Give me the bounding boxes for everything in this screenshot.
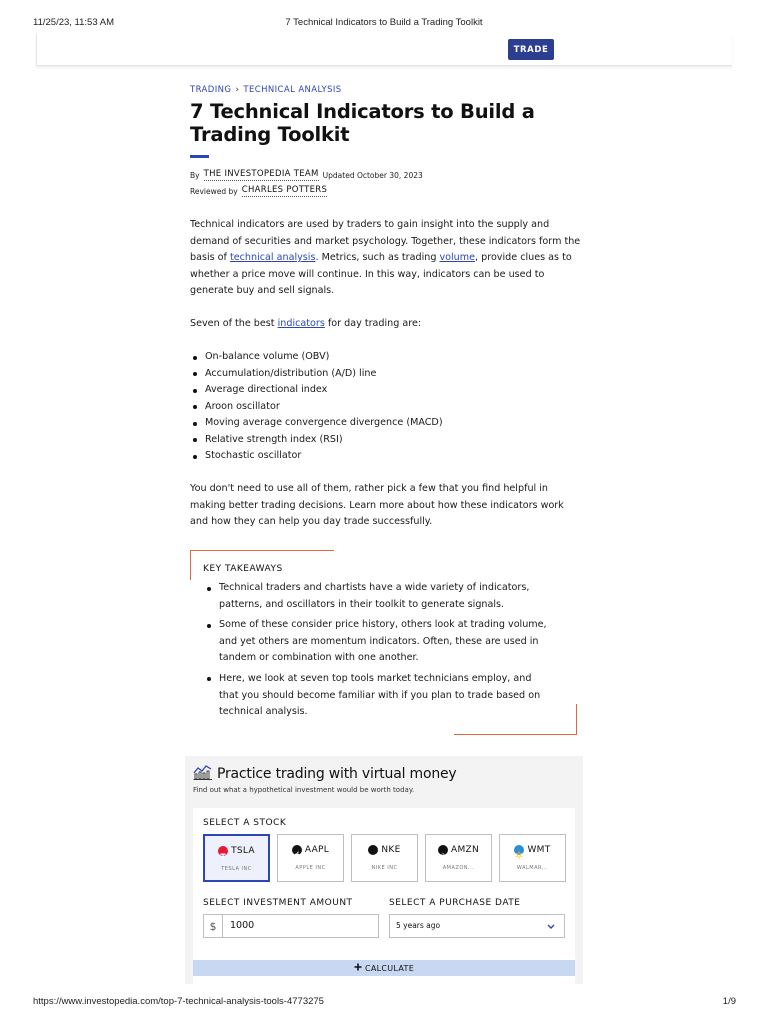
stock-name: AMAZON... xyxy=(442,865,475,871)
closing-paragraph: You don't need to use all of them, rather pick a few that you find helpful in making better trading decisions. Learn more about how these indicators work and how they can help you day trade successfully. xyxy=(190,483,564,528)
stock-ticker: AMZN xyxy=(450,845,480,855)
print-page-number: 1/9 xyxy=(722,996,736,1007)
takeaway-border-top xyxy=(190,550,334,551)
takeaway-border-right xyxy=(576,704,577,735)
takeaway-border-left xyxy=(190,550,191,580)
purchase-date-value: 5 years ago xyxy=(396,921,441,930)
currency-symbol: $ xyxy=(204,915,223,937)
list-item: On-balance volume (OBV) xyxy=(190,349,582,366)
stock-name: WALMAR... xyxy=(516,865,549,871)
byline-label: By xyxy=(190,170,200,180)
list-item: Here, we look at seven top tools market technicians employ, and that you should become familiar with if you plan to trade based on technical analysis. xyxy=(203,671,553,721)
stock-card-tsla[interactable] xyxy=(203,834,270,882)
widget-header xyxy=(193,764,457,784)
list-item: Aroon oscillator xyxy=(190,399,582,416)
purchase-date-select[interactable] xyxy=(389,914,565,938)
author-link[interactable]: THE INVESTOPEDIA TEAM xyxy=(203,169,319,179)
stock-name: APPLE INC xyxy=(295,865,326,871)
intro-text-2: . Metrics, such as trading xyxy=(315,252,440,264)
simulator-form xyxy=(193,808,575,984)
key-takeaways-title: KEY TAKEAWAYS xyxy=(203,564,283,574)
title-accent-bar xyxy=(190,155,209,158)
chart-building-icon xyxy=(193,764,213,784)
list-item: Stochastic oscillator xyxy=(190,448,582,465)
stock-card-row xyxy=(278,845,343,855)
list-item: Some of these consider price history, others look at trading volume, and yet others are momentum indicators. Often, these are used in tandem or combination with one another. xyxy=(203,617,553,667)
tesla-logo-icon xyxy=(218,846,228,856)
reviewer-line xyxy=(190,185,327,197)
amazon-logo-icon xyxy=(438,845,448,860)
key-takeaways-list xyxy=(203,580,553,725)
takeaway-border-bottom xyxy=(454,734,577,735)
intro-text-3: , provide clues as to whether a price move will continue. In this way, indicators can be used to generate buy and sell signals. xyxy=(190,252,572,297)
print-doc-title: 7 Technical Indicators to Build a Trading Toolkit xyxy=(285,17,483,28)
purchase-date-label: SELECT A PURCHASE DATE xyxy=(389,898,521,908)
intro-paragraph xyxy=(190,217,582,300)
list-item: Average directional index xyxy=(190,382,582,399)
print-datetime: 11/25/23, 11:53 AM xyxy=(33,17,114,28)
updated-date: Updated October 30, 2023 xyxy=(322,170,423,180)
walmart-logo-icon xyxy=(514,845,524,855)
list-item: Technical traders and chartists have a wide variety of indicators, patterns, and oscillators in their toolkit to generate signals. xyxy=(203,580,553,613)
select-stock-label: SELECT A STOCK xyxy=(203,818,287,828)
investment-amount-value: 1000 xyxy=(230,920,255,931)
investment-amount-label: SELECT INVESTMENT AMOUNT xyxy=(203,898,353,908)
seven-text-1: Seven of the best xyxy=(190,318,278,329)
stock-ticker: AAPL xyxy=(304,845,330,855)
apple-logo-icon xyxy=(292,845,302,855)
technical-analysis-link[interactable]: technical analysis xyxy=(229,252,316,264)
indicator-list xyxy=(190,349,582,465)
widget-subtitle: Find out what a hypothetical investment would be worth today. xyxy=(193,786,415,794)
widget-title: Practice trading with virtual money xyxy=(217,766,457,782)
stock-ticker: TSLA xyxy=(231,846,255,856)
intro-text-1: Technical indicators are used by traders to gain insight into the supply and demand of securities and market psychology. Together, these indicators form the basis of xyxy=(190,219,581,264)
stock-card-nke[interactable] xyxy=(351,834,418,882)
investment-amount-input[interactable] xyxy=(203,914,379,938)
stock-ticker: NKE xyxy=(381,845,401,855)
stock-card-row xyxy=(500,845,565,855)
reviewer-link[interactable]: CHARLES POTTERS xyxy=(241,185,328,195)
calculate-label: CALCULATE xyxy=(364,963,415,973)
stock-name: NIKE INC xyxy=(371,865,398,871)
trading-simulator-widget xyxy=(185,756,583,984)
list-item: Accumulation/distribution (A/D) line xyxy=(190,366,582,383)
print-url[interactable]: https://www.investopedia.com/top-7-technical-analysis-tools-4773275 xyxy=(33,996,324,1007)
chevron-right-icon: › xyxy=(235,85,240,95)
site-header xyxy=(36,34,732,66)
nike-logo-icon xyxy=(368,845,378,855)
indicators-link[interactable]: indicators xyxy=(277,318,325,329)
stock-card-aapl[interactable] xyxy=(277,834,344,882)
stock-card-amzn[interactable] xyxy=(425,834,492,882)
chevron-down-icon xyxy=(546,919,556,938)
page-title: 7 Technical Indicators to Build a Trading Toolkit xyxy=(190,100,535,146)
breadcrumb-item-technical-analysis[interactable]: TECHNICAL ANALYSIS xyxy=(243,85,342,95)
list-item: Relative strength index (RSI) xyxy=(190,432,582,449)
list-item: Moving average convergence divergence (MACD) xyxy=(190,415,582,432)
byline xyxy=(190,169,423,181)
stock-card-wmt[interactable] xyxy=(499,834,566,882)
stock-card-row xyxy=(352,845,417,855)
volume-link[interactable]: volume xyxy=(439,252,476,264)
svg-text:a: a xyxy=(440,851,445,860)
stock-card-row xyxy=(426,845,491,860)
breadcrumb-item-trading[interactable]: TRADING xyxy=(190,85,232,95)
stock-card-row xyxy=(205,846,268,856)
breadcrumb xyxy=(190,85,342,95)
plus-icon xyxy=(354,963,362,973)
reviewed-label: Reviewed by xyxy=(190,186,238,196)
stock-ticker: WMT xyxy=(527,845,551,855)
stock-name: TESLA INC xyxy=(221,866,252,872)
calculate-button[interactable] xyxy=(193,960,575,976)
seven-text-2: for day trading are: xyxy=(324,318,422,329)
seven-indicators-paragraph xyxy=(190,316,582,333)
trade-button[interactable]: TRADE xyxy=(508,39,554,60)
